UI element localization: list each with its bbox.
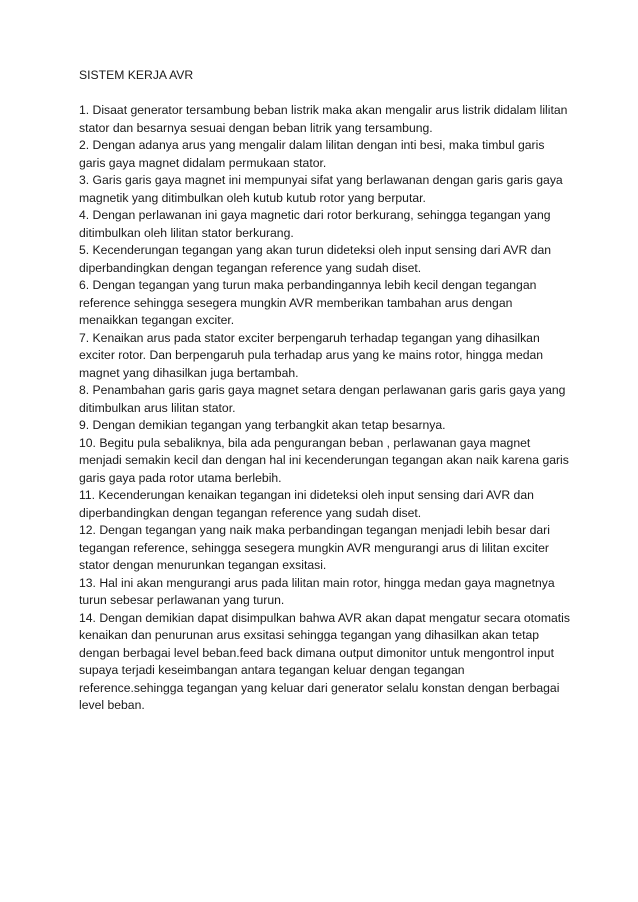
paragraph-1: 1. Disaat generator tersambung beban listrik maka akan mengalir arus listrik didalam lilitan stator dan besarnya sesuai dengan beban litrik yang tersambung.: [79, 103, 568, 135]
document-title: SISTEM KERJA AVR: [79, 68, 194, 82]
paragraph-12: 12. Dengan tegangan yang naik maka perbandingan tegangan menjadi lebih besar dari tegangan reference, sehingga sesegera mungkin AVR mengurangi arus di lilitan exciter stator dengan menurunkan tegangan exsitasi.: [79, 523, 550, 572]
paragraph-5: 5. Kecenderungan tegangan yang akan turun dideteksi oleh input sensing dari AVR dan diperbandingkan dengan tegangan reference yang sudah diset.: [79, 243, 552, 275]
paragraph-13: 13. Hal ini akan mengurangi arus pada lilitan main rotor, hingga medan gaya magnetnya turun sebesar perlawanan yang turun.: [79, 575, 555, 607]
paragraph-10: 10. Begitu pula sebaliknya, bila ada pengurangan beban , perlawanan gaya magnet menjadi semakin kecil dan dengan hal ini kecenderungan tegangan akan naik karena garis garis gaya pada rotor utama berlebih.: [79, 435, 569, 485]
document-body: [79, 67, 571, 715]
paragraph-9: 9. Dengan demikian tegangan yang terbangkit akan tetap besarnya.: [79, 418, 446, 432]
paragraph-11: 11. Kecenderungan kenaikan tegangan ini dideteksi oleh input sensing dari AVR dan diperbandingkan dengan tegangan reference yang sudah diset.: [79, 488, 534, 520]
paragraph-14: 14. Dengan demikian dapat disimpulkan bahwa AVR akan dapat mengatur secara otomatis kenaikan dan penurunan arus exsitasi sehingga tegangan yang dihasilkan akan tetap dengan berbagai level beban.feed back dimana output dimonitor untuk mengontrol input supaya terjadi keseimbangan antara tegangan keluar dengan tegangan reference.sehingga tegangan yang keluar dari generator selalu konstan dengan berbagai level beban.: [79, 610, 570, 712]
paragraph-8: 8. Penambahan garis garis gaya magnet setara dengan perlawanan garis garis gaya yang ditimbulkan arus lilitan stator.: [79, 383, 566, 415]
paragraph-4: 4. Dengan perlawanan ini gaya magnetic dari rotor berkurang, sehingga tegangan yang ditimbulkan oleh lilitan stator berkurang.: [79, 208, 551, 240]
paragraph-6: 6. Dengan tegangan yang turun maka perbandingannya lebih kecil dengan tegangan reference sehingga sesegera mungkin AVR memberikan tambahan arus dengan menaikkan tegangan exciter.: [79, 278, 537, 327]
paragraph-2: 2. Dengan adanya arus yang mengalir dalam lilitan dengan inti besi, maka timbul garis garis gaya magnet didalam permukaan stator.: [79, 138, 545, 170]
paragraph-3: 3. Garis garis gaya magnet ini mempunyai sifat yang berlawanan dengan garis garis gaya magnetik yang ditimbulkan oleh kutub kutub rotor yang berputar.: [79, 173, 563, 205]
paragraph-7: 7. Kenaikan arus pada stator exciter berpengaruh terhadap tegangan yang dihasilkan exciter rotor. Dan berpengaruh pula terhadap arus yang ke mains rotor, hingga medan magnet yang dihasilkan juga bertambah.: [79, 330, 544, 380]
